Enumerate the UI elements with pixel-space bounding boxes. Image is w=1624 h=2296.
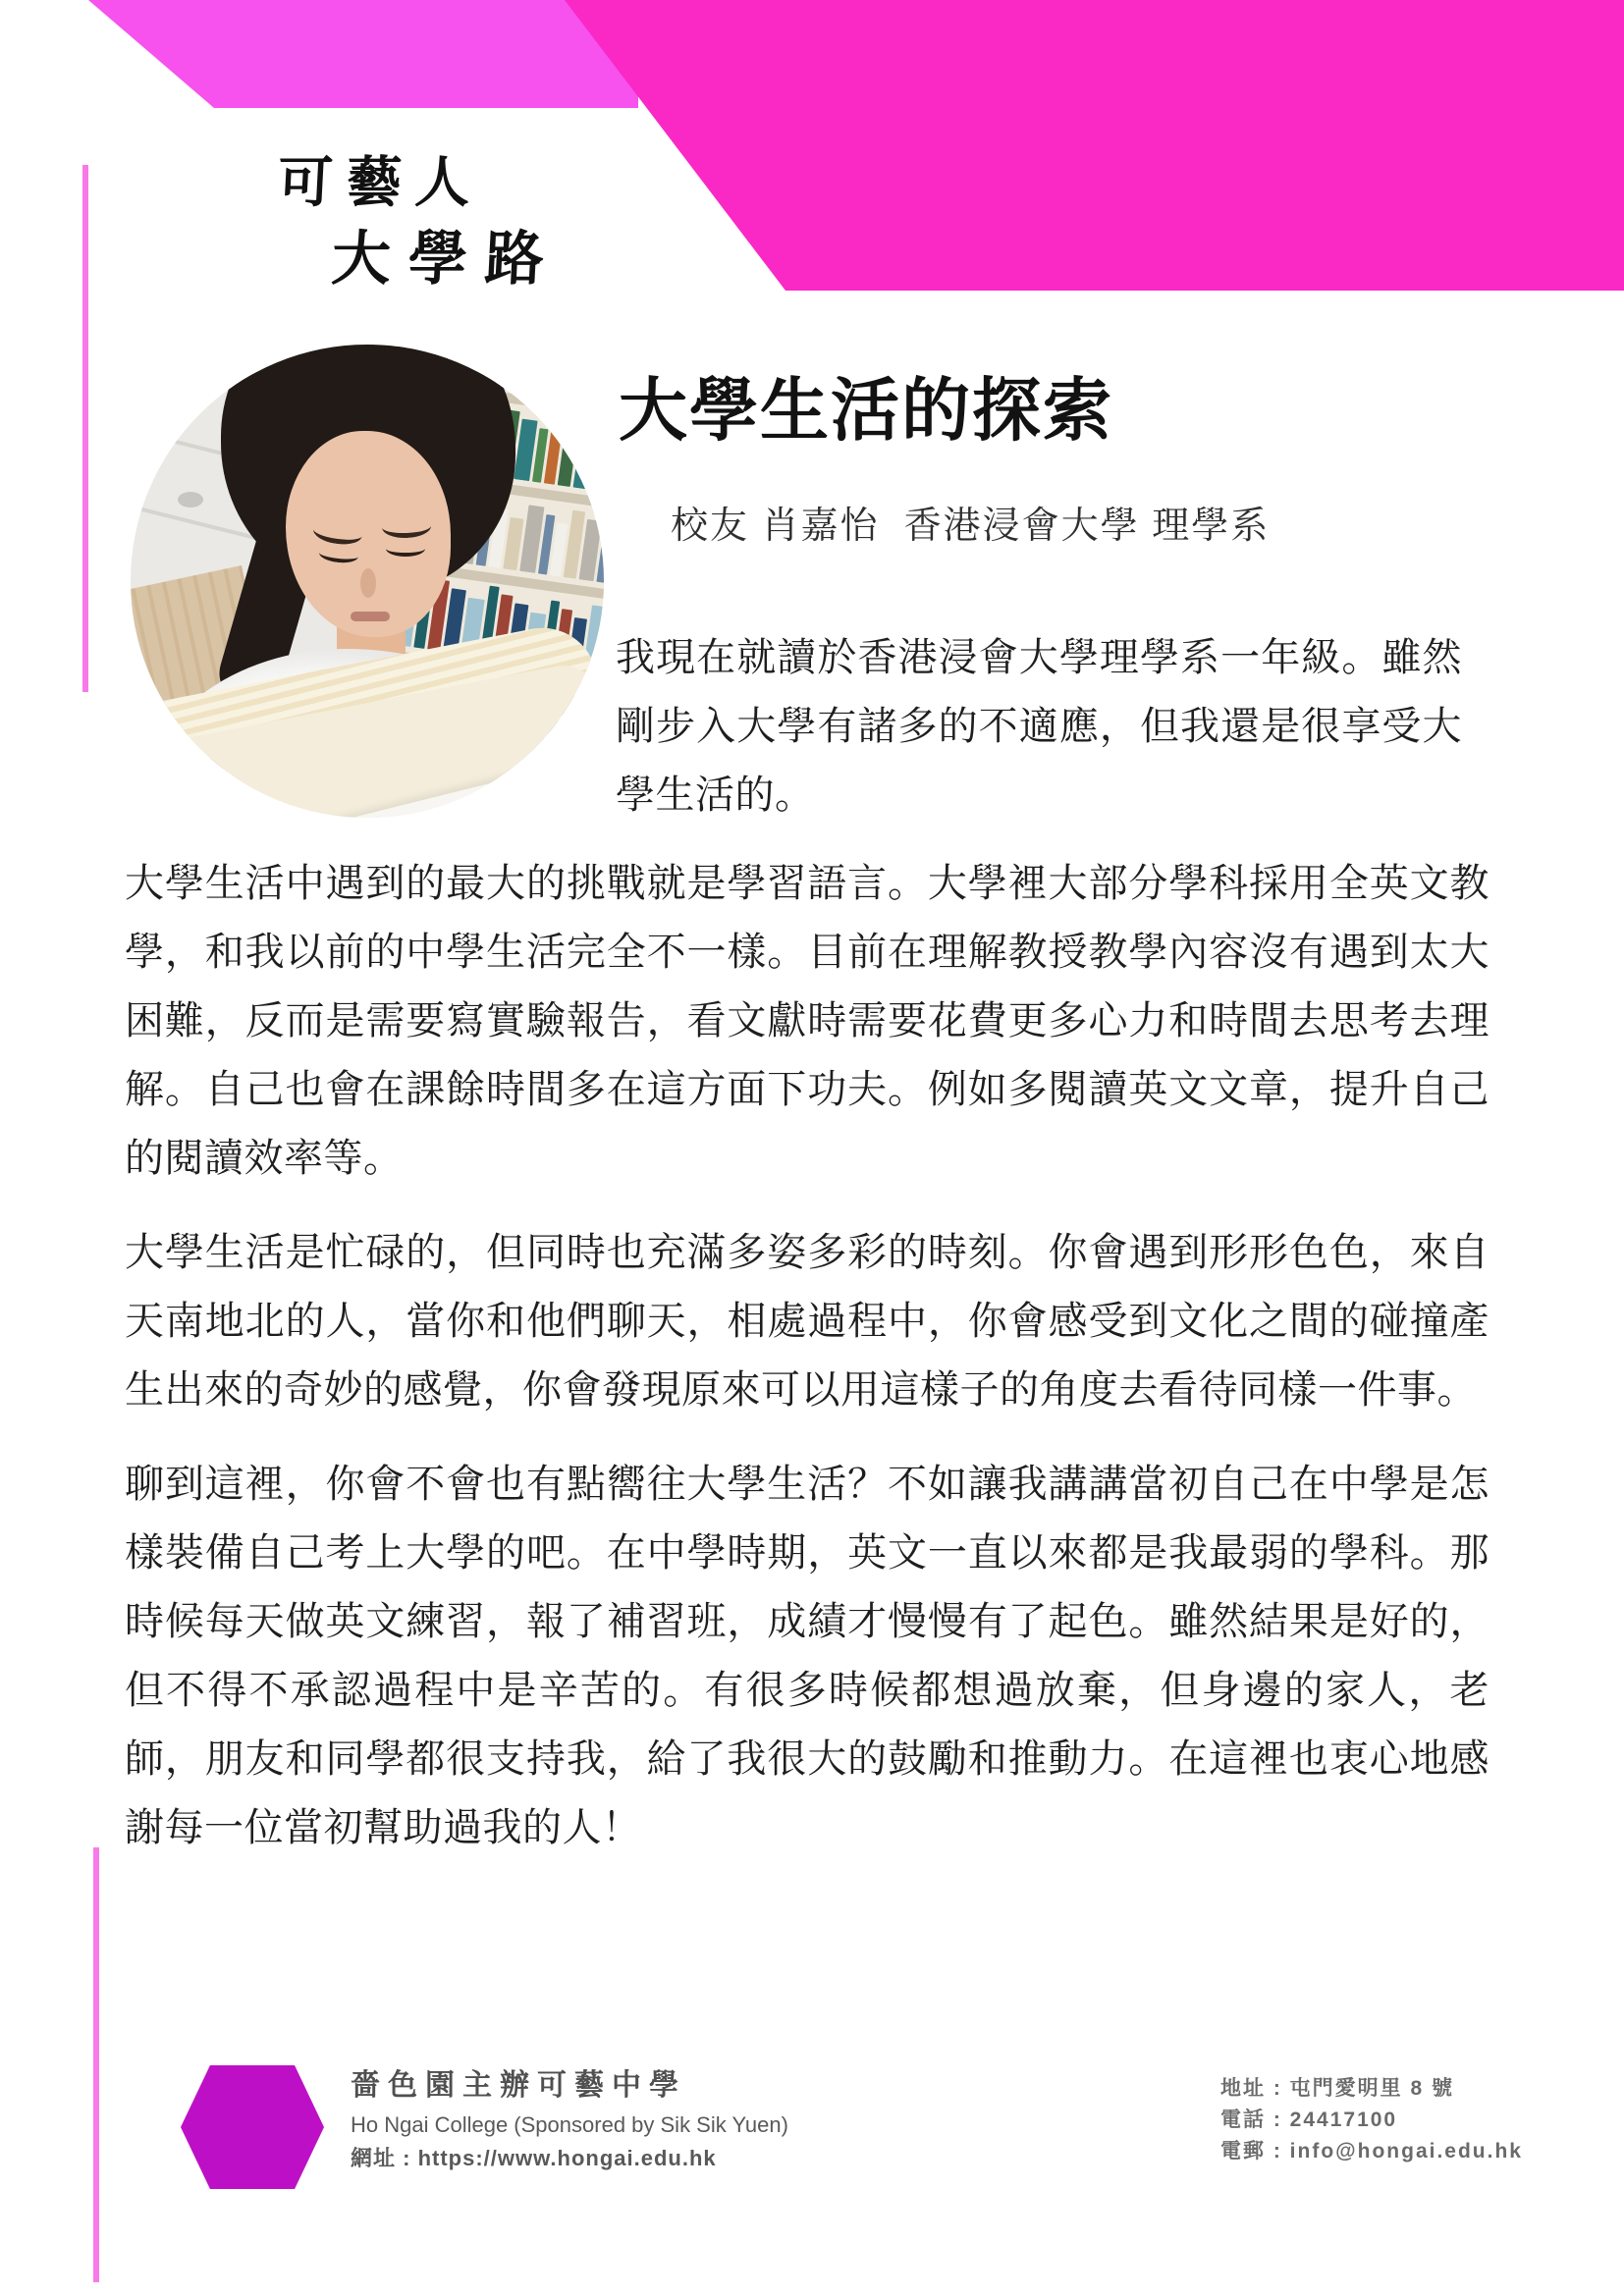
ceiling-vent xyxy=(178,492,203,507)
student-photo xyxy=(131,345,604,818)
website-label: 網址 : xyxy=(351,2146,411,2170)
eyebrow-icon xyxy=(312,518,364,548)
header-banner-dark xyxy=(565,0,1624,291)
address-value: 屯門愛明里 8 號 xyxy=(1289,2077,1455,2100)
phone-value: 24417100 xyxy=(1289,2109,1398,2131)
school-name-en: Ho Ngai College (Sponsored by Sik Sik Yuen) xyxy=(351,2112,788,2137)
header-banner-light xyxy=(88,0,638,108)
footer-contact-info xyxy=(1220,2073,1523,2167)
footer-school-info xyxy=(351,2067,788,2173)
footer-hexagon-logo xyxy=(181,2065,324,2189)
article-byline: 校友 肖嘉怡 香港浸會大學 理學系 xyxy=(671,506,1271,547)
accent-line-top xyxy=(82,165,88,692)
email-row xyxy=(1220,2136,1523,2167)
nose-icon xyxy=(360,568,376,598)
eye-icon xyxy=(318,545,358,564)
body-paragraph: 大學生活是忙碌的，但同時也充滿多姿多彩的時刻。你會遇到形形色色，來自天南地北的人，當你和他們聊天，相處過程中，你會感受到文化之間的碰撞產生出來的奇妙的感覺，你會發現原來可以用這樣子的角度去看待同樣一件事。 xyxy=(125,1231,1489,1412)
email-label: 電郵 : xyxy=(1220,2140,1282,2163)
email-link[interactable]: info@hongai.edu.hk xyxy=(1289,2140,1523,2163)
website-link[interactable]: https://www.hongai.edu.hk xyxy=(417,2146,717,2170)
mouth-icon xyxy=(351,612,390,621)
logo-line-1: 可藝人 xyxy=(276,150,486,215)
article-body xyxy=(125,849,1489,1888)
body-paragraph: 大學生活中遇到的最大的挑戰就是學習語言。大學裡大部分學科採用全英文教學，和我以前的中學生活完全不一樣。目前在理解教授教學內容沒有遇到太大困難，反而是需要寫實驗報告，看文獻時需要花費更多心力和時間去思考去理解。自己也會在課餘時間多在這方面下功夫。例如多閱讀英文文章，提升自己的閱讀效率等。 xyxy=(125,862,1489,1180)
address-row xyxy=(1220,2073,1523,2105)
eye-icon xyxy=(386,541,425,557)
body-paragraph: 聊到這裡，你會不會也有點嚮往大學生活？不如讓我講講當初自己在中學是怎樣裝備自己考上大學的吧。在中學時期，英文一直以來都是我最弱的學科。那時候每天做英文練習，報了補習班，成績才慢慢有了起色。雖然結果是好的，但不得不承認過程中是辛苦的。有很多時候都想過放棄，但身邊的家人，老師，朋友和同學都很支持我，給了我很大的鼓勵和推動力。在這裡也衷心地感謝每一位當初幫助過我的人！ xyxy=(125,1463,1489,1849)
phone-label: 電話 : xyxy=(1220,2109,1282,2131)
phone-row xyxy=(1220,2105,1523,2136)
accent-line-bottom xyxy=(93,1847,99,2282)
school-name-zh: 嗇色園主辦可藝中學 xyxy=(351,2069,686,2102)
eyebrow-icon xyxy=(382,514,432,539)
address-label: 地址 : xyxy=(1220,2077,1282,2100)
student-face xyxy=(286,431,451,637)
article-title: 大學生活的探索 xyxy=(619,372,1113,449)
website-row xyxy=(351,2144,788,2173)
article-intro: 我現在就讀於香港浸會大學理學系一年級。雖然剛步入大學有諸多的不適應，但我還是很享受大學生活的。 xyxy=(616,636,1462,817)
book-spine xyxy=(590,421,604,493)
logo-line-2: 大學路 xyxy=(329,225,564,294)
